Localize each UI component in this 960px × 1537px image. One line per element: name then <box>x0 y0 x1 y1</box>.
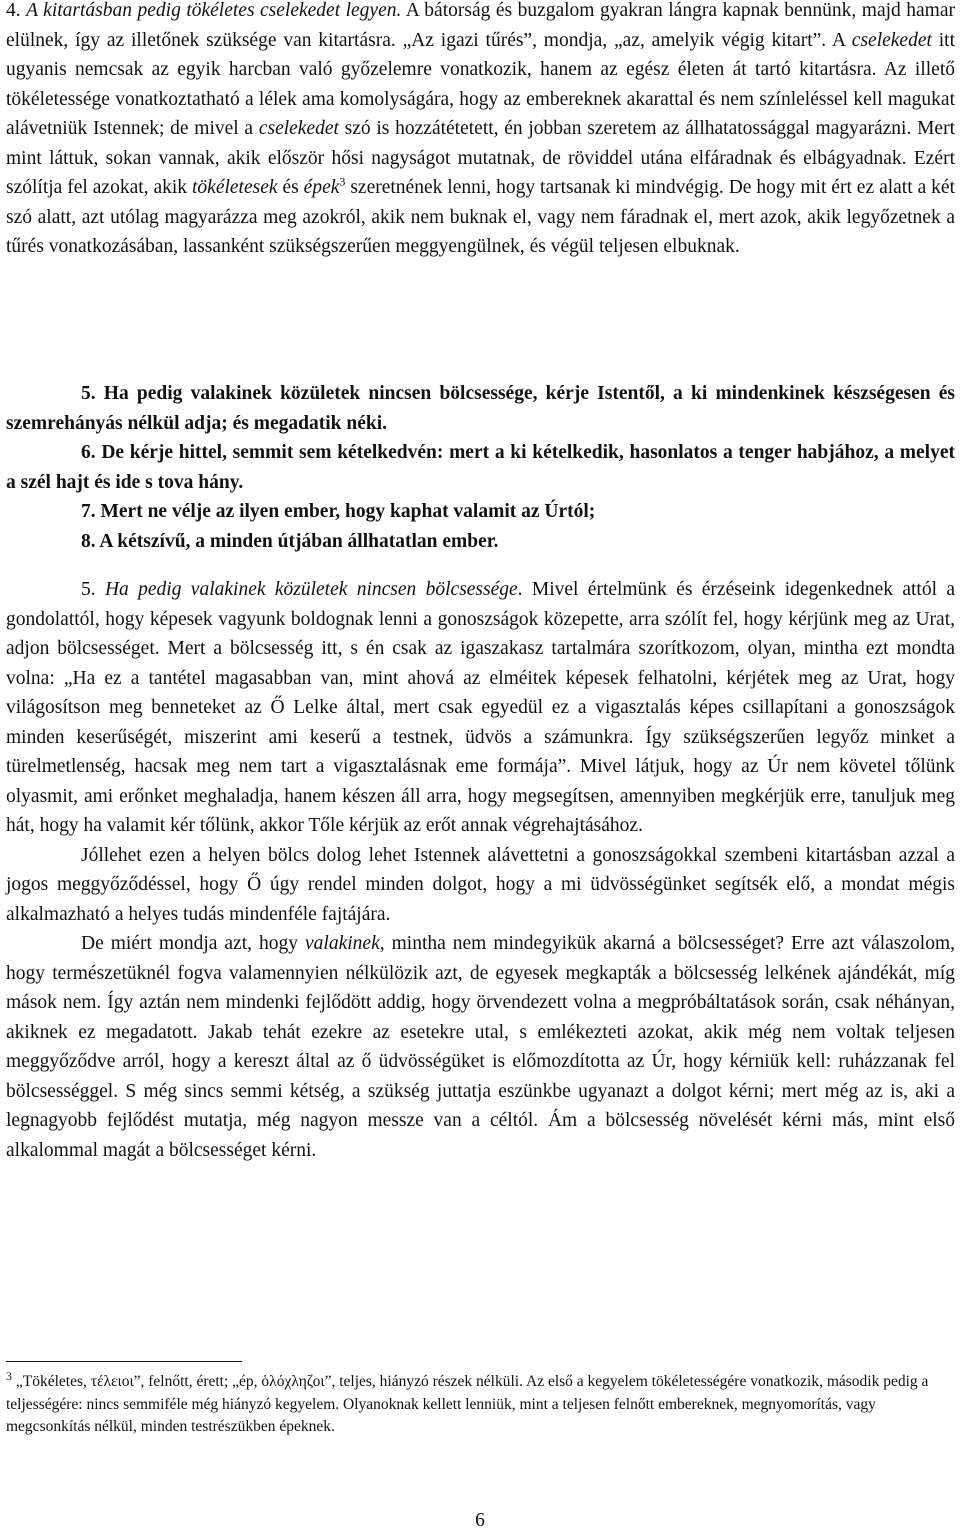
intro-paragraph: 4. A kitartásban pedig tökéletes cselekedet legyen. A bátorság és buzgalom gyakran lángra kapnak bennünk, majd hamar elülnek, így az illetőnek szüksége van kitartásra. „Az igazi tűrés”, mondja, „az, amelyik végig kitart”. A cselekedet itt ugyanis nemcsak az egyik harcban való győzelemre vonatkozik, hanem az egész életen át tartó kitartásra. Az illető tökéletessége vonatkoztatható a lélek ama komolyságára, hogy az embereknek akarattal és nem színleléssel kell magukat alávetniük Istennek; de mivel a cselekedet szó is hozzátétetett, én jobban szeretem az állhatatossággal magyarázni. Mert mint láttuk, sokan vannak, akik először hősi nagyságot mutatnak, de röviddel utána elfáradnak és elbágyadnak. Ezért szólítja fel azokat, akik tökéletesek és épek$^3$ szeretnének lenni, hogy tartsanak ki mindvégig. De hogy mit ért ez alatt a két szó alatt, azt utólag magyarázza meg azokról, akik nem buknak el, vagy nem fáradnak el, mert azok, akik legyőzetnek a tűrés vonatkozásában, lassanként szükségszerűen meggyengülnek, és végül teljesen elbuknak. <box>6 0 955 257</box>
footnote-ref: 3 <box>6 1368 12 1383</box>
commentary-paragraph: Jóllehet ezen a helyen bölcs dolog lehet Istennek alávettetni a gonoszságokkal szembeni kitartásban azzal a jogos meggyőződéssel, hogy Ő úgy rendel minden dolgot, hogy a mi üdvösségünket segítsék elő, a mondat mégis alkalmazható a helyes tudás mindenféle fajtájára. <box>6 844 955 925</box>
page-number: 6 <box>475 1510 485 1531</box>
emphasis: Ha pedig valakinek közületek nincsen bölcsessége <box>104 579 518 600</box>
footnote: $^3$ „Tökéletes, τέλειοι”, felnőtt, érett; „ép, ὁλόχληζοι”, teljes, hiányzó részek nélküli. Az első a kegyelem tökéletességére vonatkozik, második pedig a teljességére: nincs semmiféle még hiányzó kegyelem. Olyanoknak kellett lenniük, mint a teljesen felnőtt embereknek, megnyomorítás, vagy megcsonkítás nélkül, minden testrészükben épeknek. <box>6 1368 929 1435</box>
verse-7: 7. Mert ne vélje az ilyen ember, hogy kaphat valamit az Úrtól; <box>81 501 596 522</box>
footnote-ref: 3 <box>339 174 346 189</box>
commentary-paragraph: De miért mondja azt, hogy valakinek, mintha nem mindegyikük akarná a bölcsességet? Erre azt válaszolom, hogy természetüknél fogva valamennyien nélkülözik azt, de egyesek megkapták a bölcsesség lelkének ajándékát, míg mások nem. Így aztán nem mindenki fejlődött addig, hogy örvendezett volna a megpróbáltatások során, csak néhányan, akiknek ez megadatott. Jakab tehát ezekre az esetekre utal, s emlékezteti azokat, akik még nem voltak teljesen meggyőződve arról, hogy a kereszt által az ő üdvösségüket is előmozdította az Úr, hogy kérniük kell: ruházzanak fel bölcsességgel. S még sincs semmi kétség, a szükség juttatja eszünkbe ugyanazt a dolgot kérni; mert még az is, aki a legnagyobb fejlődést mutatja, még nagyon messze van a céltól. Ám a bölcsesség növelését kérni más, mint első alkalommal magát a bölcsességet kérni. <box>6 933 956 1161</box>
commentary-paragraph: 5. Ha pedig valakinek közületek nincsen bölcsessége. Mivel értelmünk és érzéseink idegenkednek attól a gondolattól, hogy képesek vagyunk boldognak lenni a gonoszságok közepette, arra szólít fel, hogy kérjünk meg az Urat, adjon bölcsességet. Mert a bölcsesség itt, s én csak az igaszakasz tartalmára szorítkozom, olyan, mintha ezt mondta volna: „Ha ez a tantétel magasabban van, mint ahová az elméitek képesek felhatolni, kérjétek meg az Urat, hogy világosítson meg benneteket az Ő Lelke által, mert csak egyedül ez a vigasztalás képes csillapítani a gonoszságok minden keserűségét, miszerint ami keserű a testnek, üdvös a számunkra. Így szükségszerűen legyőz minket a türelmetlenség, hacsak meg nem tart a vigasztalásnak eme formája”. Mivel látjuk, hogy az Úr nem követel tőlünk olyasmit, ami erőnket meghaladja, hanem készen áll arra, hogy megsegítsen, amennyiben megkérjük erre, tanuljuk meg hát, hogy ha valamit kér tőlünk, akkor Tőle kérjük az erőt annak végrehajtásához. <box>6 579 955 836</box>
emphasis: tökéletesek <box>192 177 278 198</box>
emphasis: A kitartásban pedig tökéletes cselekedet legyen. <box>26 0 402 21</box>
scripture-verses <box>6 379 955 556</box>
verse-8: 8. A kétszívű, a minden útjában állhatatlan ember. <box>81 530 499 552</box>
emphasis: cselekedet <box>258 118 339 139</box>
commentary <box>6 575 955 1165</box>
emphasis: cselekedet <box>851 29 932 51</box>
verse-6: 6. De kérje hittel, semmit sem kételkedvén: mert a ki kételkedik, hasonlatos a tenger habjához, a melyet a szél hajt és ide s tova hány. <box>6 442 955 493</box>
verse-5: 5. Ha pedig valakinek közületek nincsen bölcsessége, kérje Istentől, a ki mindenkinek készségesen és szemrehányás nélkül adja; és megadatik néki. <box>6 383 955 434</box>
footnote-separator <box>6 1361 242 1362</box>
emphasis: valakinek <box>305 933 380 954</box>
emphasis: épek <box>303 177 340 198</box>
